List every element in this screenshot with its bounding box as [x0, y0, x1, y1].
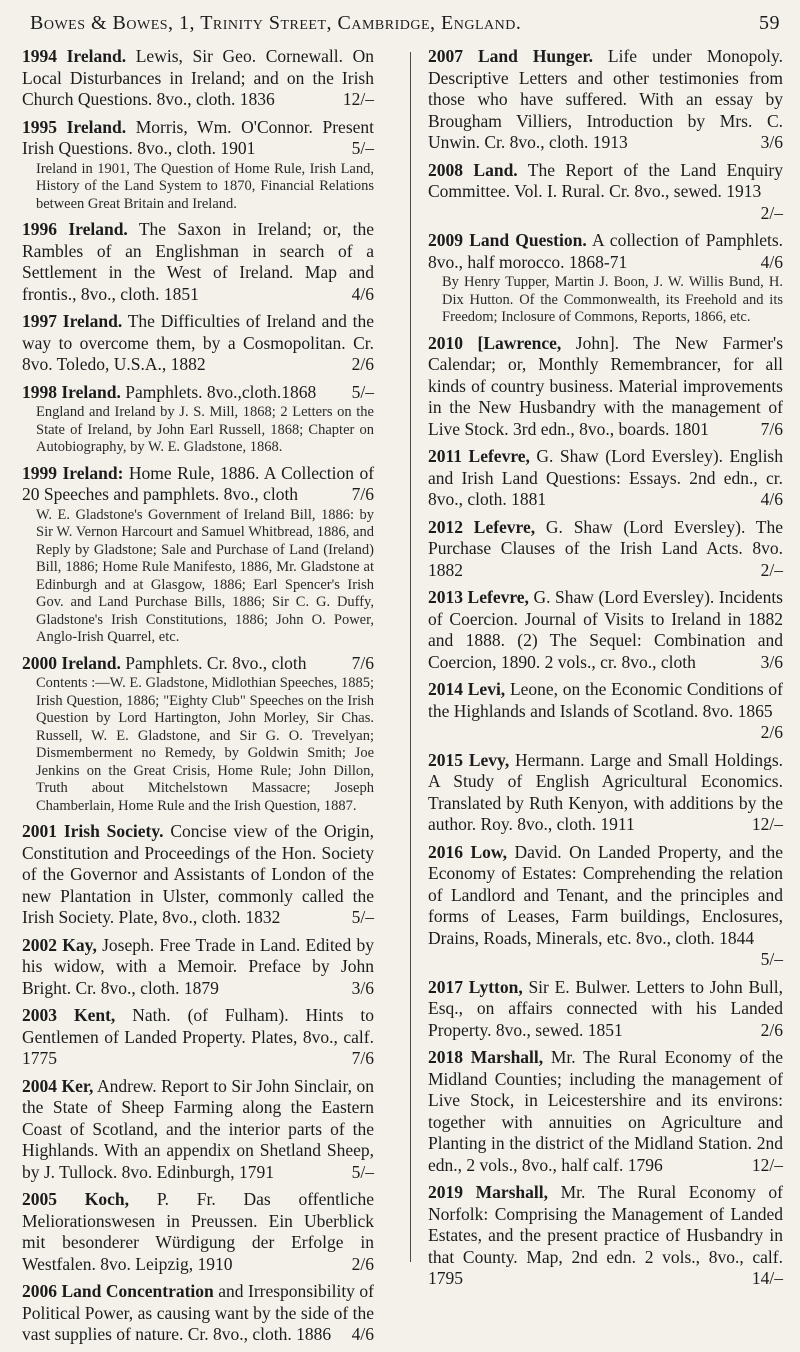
entry-description: John]. The New Farmer's Calendar; or, Monthly Remembrancer, for all kinds of country business. Material improvements in the New Husbandry with the management of Live Stock. 3rd edn., 8vo., boards. 1801: [428, 332, 784, 439]
entry-description: Morris, Wm. O'Connor. Present Irish Questions. 8vo., cloth. 1901: [22, 116, 375, 158]
entry-price: 2/–: [760, 559, 783, 580]
entry-price: 12/–: [751, 814, 783, 834]
catalogue-entry: [22, 935, 374, 1000]
entry-price: 3/6: [351, 977, 374, 998]
entry-price: 4/6: [351, 1324, 374, 1344]
entry-number: 2017: [428, 976, 463, 997]
entry-description: Life under Monopoly. Descriptive Letters and other testimonies from those who have suffered. With an essay by Brougham Villiers, Introduction by Mrs. C. Unwin. Cr. 8vo., cloth. 1913: [428, 46, 783, 152]
entry-subject: [Lawrence,: [477, 332, 562, 353]
entry-description: Lewis, Sir Geo. Cornewall. On Local Disturbances in Ireland; and on the Irish Church Questions. 8vo., cloth. 1836: [22, 46, 374, 109]
entry-price: 12/–: [751, 1154, 783, 1175]
entry-description: Pamphlets. 8vo.,cloth.1868: [125, 381, 317, 402]
entry-subject: Kent,: [73, 1005, 116, 1025]
catalogue-entry: [22, 821, 374, 929]
entry-subject: Ireland.: [66, 116, 127, 137]
entry-subject: Low,: [470, 841, 507, 862]
catalogue-entry: [22, 219, 374, 305]
entry-number: 2001: [22, 821, 57, 841]
catalogue-entry: [22, 382, 374, 457]
catalogue-entry: [22, 311, 374, 376]
catalogue-entry: [22, 463, 374, 647]
entry-subject: Kay,: [62, 934, 97, 955]
entry-description: G. Shaw (Lord Eversley). Incidents of Coercion. Journal of Visits to Ireland in 1882 and 1888. (2) The Sequel: Combination and Coercion, 1890. 2 vols., cr. 8vo., cloth: [428, 587, 783, 672]
entry-subject: Ireland:: [62, 462, 124, 483]
entry-subject: Lefevre,: [473, 516, 536, 537]
entry-subject: Ireland.: [68, 219, 128, 239]
entry-price: 3/6: [760, 651, 783, 672]
catalogue-entry: [428, 1047, 783, 1176]
entry-subject: Koch,: [84, 1189, 130, 1209]
catalogue-entry: [22, 1281, 374, 1346]
catalogue-entry: [428, 750, 783, 836]
entry-subject: Ireland.: [66, 46, 127, 66]
catalogue-entry: [428, 517, 783, 582]
catalogue-entry: [428, 842, 783, 971]
entry-description: Mr. The Rural Economy of the Midland Counties; including the management of Live Stock, in Leicestershire and its environs: together with annuities on Agriculture and Planting in the district of the Midland Station. 2nd edn., 2 vols., 8vo., half calf. 1796: [428, 1047, 784, 1175]
entry-description: Home Rule, 1886. A Collection of 20 Speeches and pamphlets. 8vo., cloth: [22, 462, 375, 504]
entry-description: Pamphlets. Cr. 8vo., cloth: [125, 652, 307, 673]
catalogue-entry: [428, 679, 783, 744]
entry-description: P. Fr. Das offentliche Meliorationswesen in Preussen. Ein Uberblick mit besonderer Würdigung der Erfolge in Westfalen. 8vo. Leipzig, 1910: [22, 1189, 374, 1274]
entry-price: 2/6: [760, 722, 783, 742]
entry-price: 2/6: [351, 1253, 374, 1274]
entry-number: 2013: [428, 587, 463, 607]
entry-price: 2/–: [760, 202, 783, 223]
entry-subject: Ireland.: [61, 381, 121, 402]
entry-number: 2009: [428, 230, 463, 250]
left-column: [22, 46, 374, 1352]
entry-subject: Lytton,: [468, 976, 523, 997]
entry-price: 4/6: [760, 489, 783, 509]
entry-price: 5/–: [351, 1161, 374, 1182]
entry-subject: Lefevre,: [467, 587, 529, 607]
entry-price: 2/6: [351, 354, 374, 374]
entry-price: 7/6: [760, 418, 783, 439]
entry-number: 1998: [22, 381, 57, 402]
entry-contents-note: Contents :—W. E. Gladstone, Midlothian Speeches, 1885; Irish Question, 1886; "Eighty Club" Speeches on the Irish Question by Lord Hartington, John Morley, Sir Chas. Russell, W. E. Gladstone, and Sir G. O. Trevelyan; Dismemberment no Remedy, by Goldwin Smith; Joe Jenkins on the Great Crisis, Home Rule; John Dillon, Truth about Mitchelstown Massacre; Joseph Chamberlain, Home Rule and the Irish Question, 1887.: [36, 675, 374, 814]
entry-contents-note: By Henry Tupper, Martin J. Boon, J. W. Willis Bund, H. Dix Hutton. Of the Commonwealth, its Freehold and its Freedom; Inclosure of Commons, Reports, 1866, etc.: [442, 274, 783, 325]
entry-subject: Land.: [473, 159, 518, 180]
entry-price: 7/6: [351, 652, 374, 673]
entry-price: 7/6: [351, 484, 374, 504]
entry-number: 2019: [428, 1182, 463, 1202]
entry-price: 2/6: [760, 1019, 783, 1040]
entry-description: G. Shaw (Lord Eversley). English and Irish Land Questions: Essays. 2nd edn., cr. 8vo., cloth. 1881: [428, 446, 783, 509]
entry-number: 2002: [22, 934, 57, 955]
catalogue-entry: [428, 977, 783, 1042]
entry-subject: Land Question.: [469, 230, 587, 250]
entry-subject: Land Concentration: [61, 1281, 214, 1301]
entry-number: 1995: [22, 116, 57, 137]
entry-description: Mr. The Rural Economy of Norfolk: Comprising the Management of Landed Estates, and the present practice of Husbandry in that County. Map, 2nd edn. 2 vols., 8vo., calf. 1795: [428, 1182, 784, 1288]
entry-number: 1996: [22, 219, 57, 239]
entry-subject: Marshall,: [475, 1182, 548, 1202]
entry-number: 1994: [22, 46, 57, 66]
entry-description: The Saxon in Ireland; or, the Rambles of an Englishman in search of a Settlement in the West of Ireland. Map and frontis., 8vo., cloth. 1851: [22, 219, 375, 304]
right-column: [428, 46, 783, 1296]
entry-contents-note: W. E. Gladstone's Government of Ireland Bill, 1886: by Sir W. Vernon Harcourt and Samuel Whitbread, 1886, and Reply by Gladstone; Sale and Purchase of Land (Ireland) Bill, 1886; Home Rule Manifesto, 1886, Mr. Gladstone at Edinburgh and at Glasgow, 1886; Earl Spencer's Irish Gov. and Land Purchase Bills, 1886; Sir C. G. Duffy, Gladstone's Irish Constitutions, 1886; John O. Power, Anglo-Irish Quarrel, etc.: [36, 506, 374, 645]
entry-number: 2008: [428, 159, 463, 180]
entry-description: The Report of the Land Enquiry Committee. Vol. I. Rural. Cr. 8vo., sewed. 1913: [428, 159, 784, 201]
entry-number: 2003: [22, 1005, 57, 1025]
entry-number: 2000: [22, 652, 57, 673]
entry-subject: Ireland.: [62, 311, 123, 331]
entry-price: 3/6: [760, 132, 783, 152]
catalogue-entry: [22, 117, 374, 214]
entry-number: 2012: [428, 516, 463, 537]
entry-number: 2005: [22, 1189, 57, 1209]
entry-subject: Levi,: [467, 679, 506, 699]
entry-number: 2007: [428, 46, 463, 66]
entry-description: G. Shaw (Lord Eversley). The Purchase Clauses of the Irish Land Acts. 8vo. 1882: [428, 516, 784, 580]
entry-subject: Marshall,: [470, 1047, 544, 1067]
entry-subject: Land Hunger.: [477, 46, 593, 66]
entry-contents-note: Ireland in 1901, The Question of Home Rule, Irish Land, History of the Land System to 1870, Financial Relations between Great Britain and Ireland.: [36, 160, 374, 212]
entry-description: Hermann. Large and Small Holdings. A Study of English Agricultural Economics. Translated by Ruth Kenyon, with additions by the author. Roy. 8vo., cloth. 1911: [428, 749, 784, 834]
catalogue-entry: [428, 160, 783, 225]
entry-number: 2015: [428, 749, 463, 770]
entry-number: 2010: [428, 332, 463, 353]
page-number: 59: [759, 12, 780, 34]
entry-description: Concise view of the Origin, Constitution and Proceedings of the Hon. Society of the Governor and Assistants of London of the new Plantation in Ulster, commonly called the Irish Society. Plate, 8vo., cloth. 1832: [22, 821, 375, 927]
entry-description: Andrew. Report to Sir John Sinclair, on the State of Sheep Farming along the Eastern Coast of Scotland, and the interior parts of the Highlands. With an appendix on Shetland Sheep, by J. Tullock. 8vo. Edinburgh, 1791: [22, 1075, 374, 1182]
entry-number: 2006: [22, 1281, 57, 1301]
entry-price: 4/6: [760, 251, 783, 272]
catalogue-entry: [428, 587, 783, 673]
catalogue-entry: [22, 46, 374, 111]
catalogue-entry: [428, 230, 783, 327]
entry-number: 2018: [428, 1047, 463, 1067]
entry-number: 2016: [428, 841, 463, 862]
entry-description: and Irresponsibility of Political Power, as causing want by the side of the vast supplies of nature. Cr. 8vo., cloth. 1886: [22, 1281, 374, 1344]
entry-description: Nath. (of Fulham). Hints to Gentlemen of Landed Property. Plates, 8vo., calf. 1775: [22, 1005, 375, 1068]
catalogue-entry: [428, 46, 783, 154]
publisher-header: Bowes & Bowes, 1, Trinity Street, Cambridge, England.: [30, 12, 522, 34]
entry-price: 5/–: [351, 907, 374, 927]
entry-subject: Ireland.: [61, 652, 121, 673]
column-divider: [410, 52, 411, 1262]
entry-number: 2014: [428, 679, 463, 699]
entry-price: 5/–: [351, 138, 374, 158]
entry-subject: Ker,: [61, 1075, 94, 1096]
entry-number: 1999: [22, 462, 57, 483]
catalogue-entry: [428, 1182, 783, 1290]
entry-subject: Lefevre,: [468, 446, 530, 466]
entry-number: 2011: [428, 446, 463, 466]
entry-subject: Levy,: [468, 749, 510, 770]
entry-price: 5/–: [351, 381, 374, 402]
catalogue-entry: [428, 446, 783, 511]
entry-description: David. On Landed Property, and the Economy of Estates: Comprehending the relation of Landlord and Tenant, and the principles and forms of Leases, Farm buildings, Enclosures, Drains, Roads, Minerals, etc. 8vo., cloth. 1844: [428, 841, 783, 948]
entry-price: 12/–: [342, 89, 374, 109]
catalogue-entry: [22, 1189, 374, 1275]
entry-subject: Irish Society.: [63, 821, 164, 841]
entry-description: Sir E. Bulwer. Letters to John Bull, Esq., on affairs connected with his Landed Property. 8vo., sewed. 1851: [428, 976, 784, 1040]
entry-description: Joseph. Free Trade in Land. Edited by his widow, with a Memoir. Preface by John Bright. Cr. 8vo., cloth. 1879: [22, 934, 374, 998]
catalogue-entry: [22, 1076, 374, 1184]
entry-number: 1997: [22, 311, 57, 331]
entry-price: 5/–: [760, 949, 783, 969]
entry-description: A collection of Pamphlets. 8vo., half morocco. 1868-71: [428, 230, 784, 272]
entry-description: Leone, on the Economic Conditions of the Highlands and Islands of Scotland. 8vo. 1865: [428, 679, 784, 721]
catalogue-entry: [22, 653, 374, 816]
entry-price: 7/6: [351, 1048, 374, 1068]
entry-number: 2004: [22, 1075, 57, 1096]
catalogue-entry: [428, 333, 783, 441]
catalogue-entry: [22, 1005, 374, 1070]
entry-contents-note: England and Ireland by J. S. Mill, 1868; 2 Letters on the State of Ireland, by John Earl Russell, 1868; Chapter on Autobiography, by W. E. Gladstone, 1868.: [36, 404, 374, 455]
entry-price: 14/–: [751, 1268, 783, 1288]
entry-description: The Difficulties of Ireland and the way to overcome them, by a Cosmopolitan. Cr. 8vo. Toledo, U.S.A., 1882: [22, 311, 374, 374]
entry-price: 4/6: [351, 283, 374, 304]
page-header: [22, 12, 780, 38]
